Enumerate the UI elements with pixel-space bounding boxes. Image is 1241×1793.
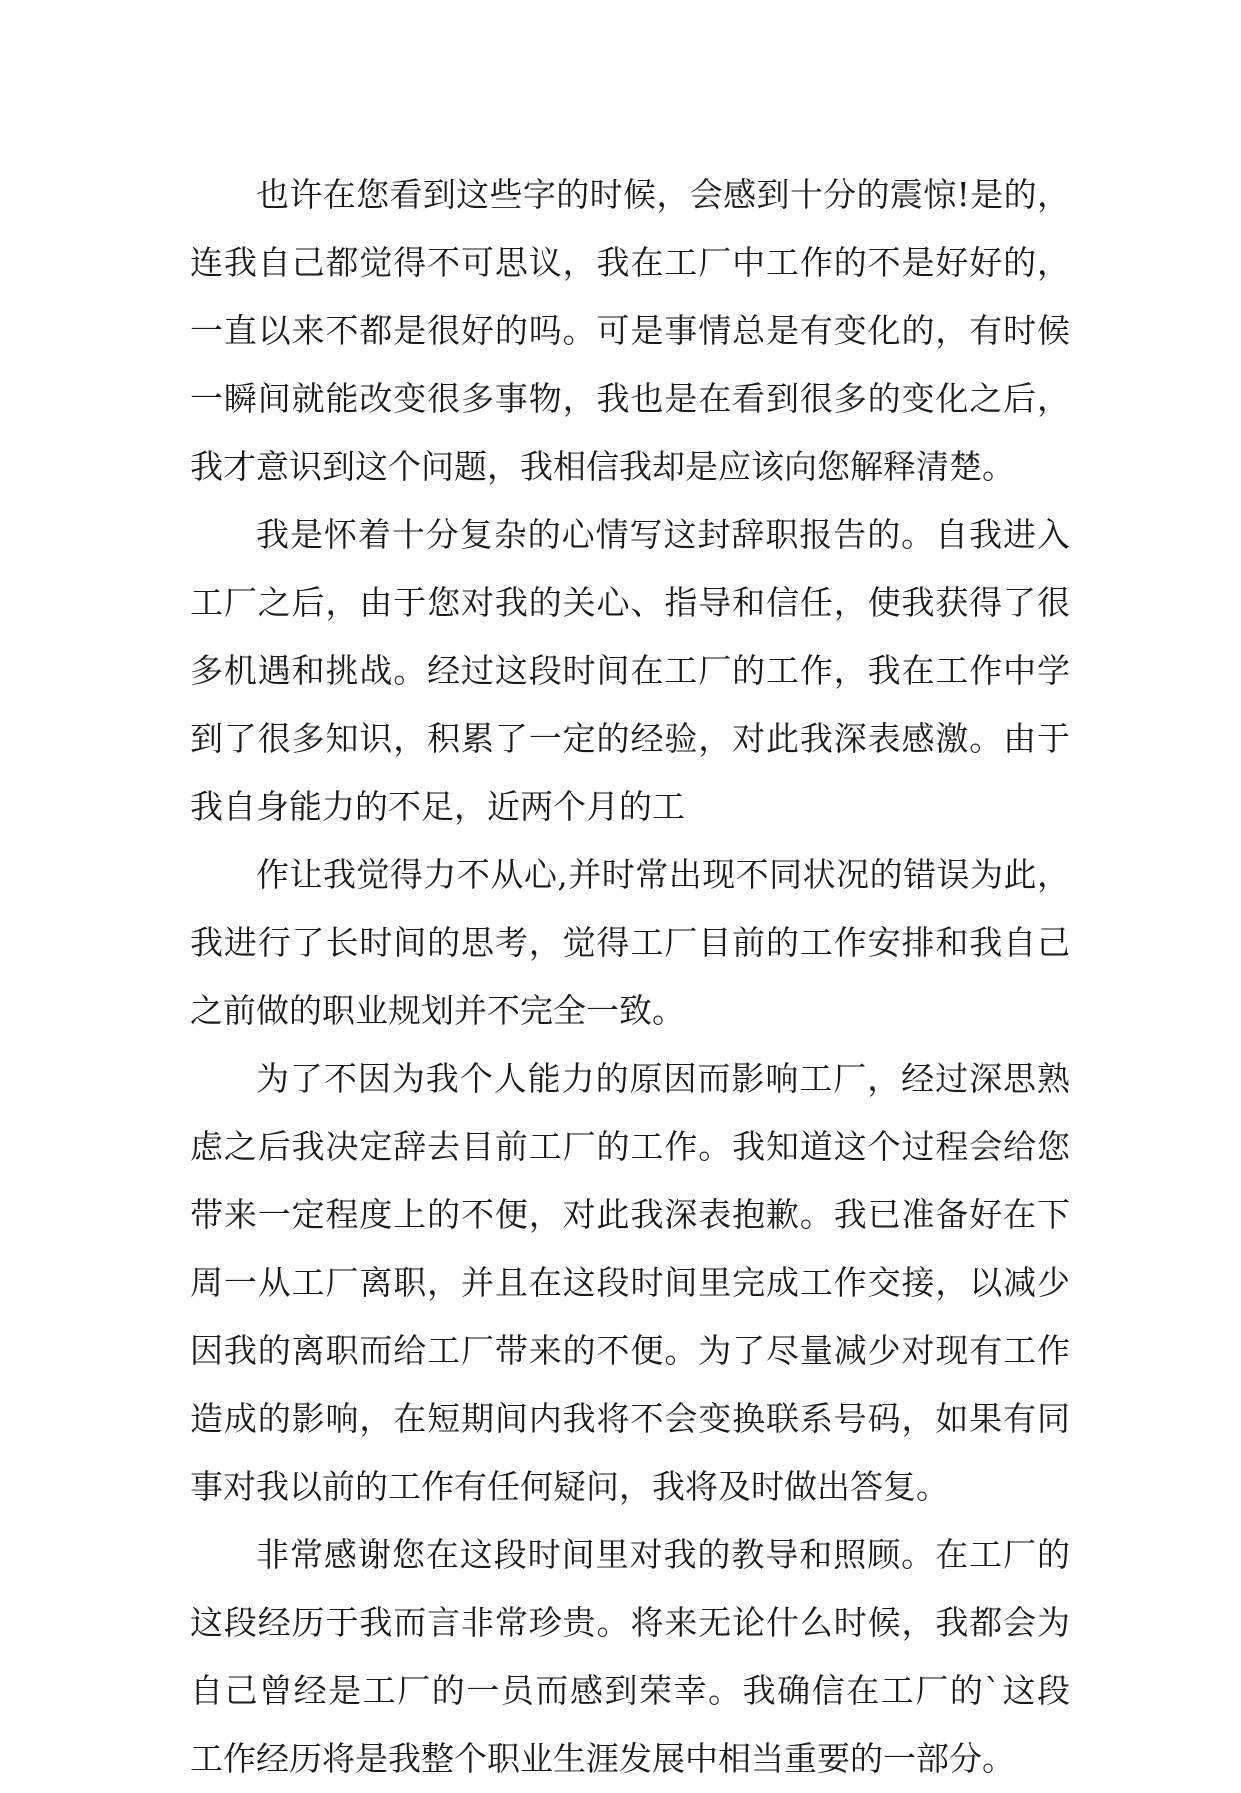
text-line: 带来一定程度上的不便，对此我深表抱歉。我已准备好在下 — [190, 1195, 1070, 1234]
text-line: 一直以来不都是很好的吗。可是事情总是有变化的，有时候 — [190, 311, 1070, 350]
text-line: 周一从工厂离职，并且在这段时间里完成工作交接，以减少 — [190, 1263, 1070, 1302]
text-line: 虑之后我决定辞去目前工厂的工作。我知道这个过程会给您 — [190, 1127, 1070, 1166]
text-line: 一瞬间就能改变很多事物，我也是在看到很多的变化之后， — [190, 379, 1070, 418]
text-line: 也许在您看到这些字的时候，会感到十分的震惊!是的， — [256, 175, 1070, 214]
text-line: 我自身能力的不足，近两个月的工 — [190, 787, 685, 826]
paragraph-1 — [190, 161, 1070, 501]
paragraph-4 — [190, 1045, 1070, 1521]
paragraph-5 — [190, 1521, 1070, 1793]
text-line: 之前做的职业规划并不完全一致。 — [190, 991, 685, 1030]
text-line: 我才意识到这个问题，我相信我却是应该向您解释清楚。 — [190, 447, 1015, 486]
text-line: 连我自己都觉得不可思议，我在工厂中工作的不是好好的， — [190, 243, 1070, 282]
letter-body — [190, 161, 1070, 1793]
text-line: 多机遇和挑战。经过这段时间在工厂的工作，我在工作中学 — [190, 651, 1070, 690]
paragraph-3 — [190, 841, 1070, 1045]
text-line: 因我的离职而给工厂带来的不便。为了尽量减少对现有工作 — [190, 1331, 1070, 1370]
text-line: 我进行了长时间的思考，觉得工厂目前的工作安排和我自己 — [190, 923, 1070, 962]
paragraph-2 — [190, 501, 1070, 841]
text-line: 工作经历将是我整个职业生涯发展中相当重要的一部分。 — [190, 1739, 1015, 1778]
text-line: 工厂之后，由于您对我的关心、指导和信任，使我获得了很 — [190, 583, 1070, 622]
text-line: 非常感谢您在这段时间里对我的教导和照顾。在工厂的 — [256, 1535, 1070, 1574]
text-line: 事对我以前的工作有任何疑问，我将及时做出答复。 — [190, 1467, 949, 1506]
text-line: 这段经历于我而言非常珍贵。将来无论什么时候，我都会为 — [190, 1603, 1070, 1642]
text-line: 造成的影响，在短期间内我将不会变换联系号码，如果有同 — [190, 1399, 1070, 1438]
text-line: 我是怀着十分复杂的心情写这封辞职报告的。自我进入 — [256, 515, 1070, 554]
text-line: 自己曾经是工厂的一员而感到荣幸。我确信在工厂的`这段 — [190, 1671, 1070, 1710]
text-line: 为了不因为我个人能力的原因而影响工厂，经过深思熟 — [256, 1059, 1070, 1098]
text-line: 作让我觉得力不从心,并时常出现不同状况的错误为此， — [256, 855, 1070, 894]
text-line: 到了很多知识，积累了一定的经验，对此我深表感激。由于 — [190, 719, 1070, 758]
